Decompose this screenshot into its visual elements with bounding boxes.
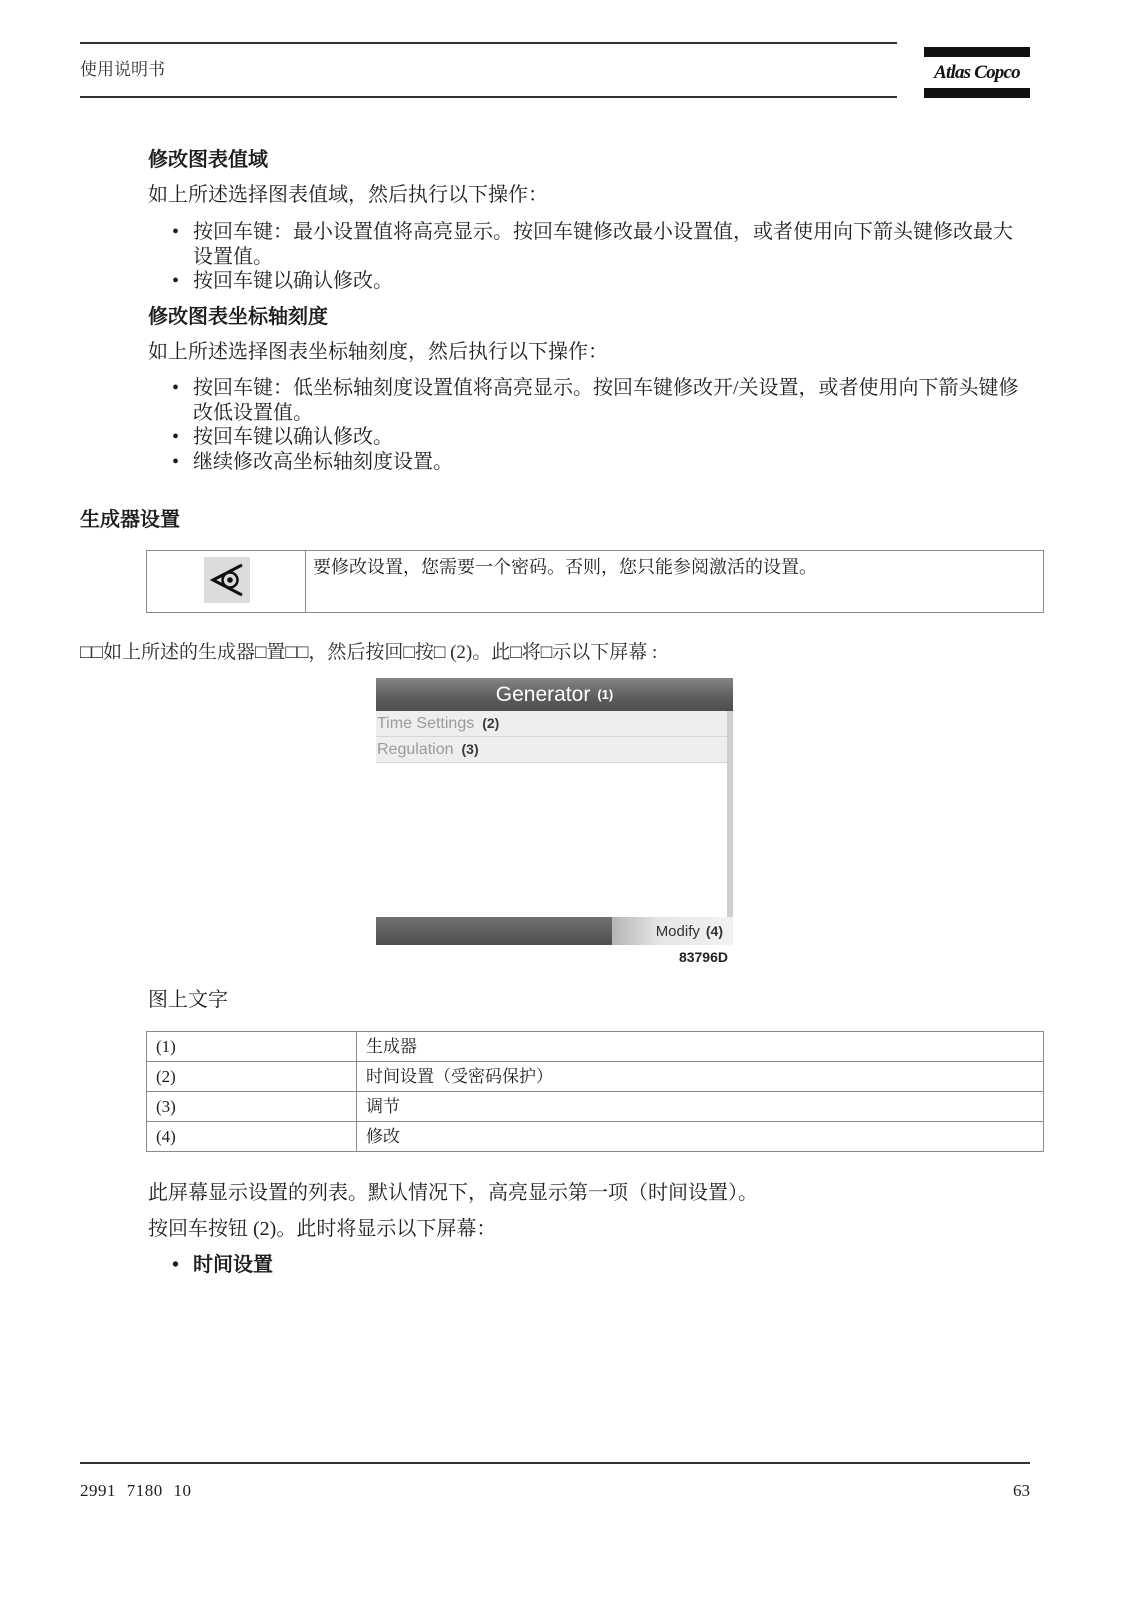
header-rule-bottom <box>80 96 897 98</box>
legend-text: 修改 <box>366 1127 400 1146</box>
table-row <box>147 1032 1043 1062</box>
axis-scale-intro: 如上所述选择图表坐标轴刻度，然后执行以下操作： <box>148 341 608 363</box>
screen-modify-button <box>612 917 733 945</box>
menu-item-label: Time Settings <box>377 715 475 732</box>
menu-item-label: Regulation <box>377 741 454 758</box>
footer-rule <box>80 1462 1030 1464</box>
generator-instruction: □□如上所述的生成器□置□□，然后按回□按□ (2)。此□将□示以下屏幕 : <box>80 642 658 663</box>
legend-text: 生成器 <box>366 1037 417 1056</box>
screen-title-ref: (1) <box>597 687 614 702</box>
logo-bar-top <box>924 47 1030 57</box>
logo-bar-bottom <box>924 88 1030 98</box>
generator-screen-figure <box>376 678 733 945</box>
time-settings-list <box>172 1253 1019 1278</box>
list-item <box>172 450 1019 475</box>
screen-bottom-bar <box>376 917 612 945</box>
note-text: 要修改设置，您需要一个密码。否则，您只能参阅激活的设置。 <box>313 557 817 577</box>
legend-ref: (2) <box>147 1062 357 1091</box>
list-item <box>172 376 1019 425</box>
heading-generator-settings: 生成器设置 <box>80 509 180 531</box>
list-item-text: • 按回车键：低坐标轴刻度设置值将高亮显示。按回车键修改开/关设置，或者使用向下箭头键修改低设置值。 <box>193 377 1019 424</box>
list-item <box>172 1253 1019 1278</box>
password-note-box <box>146 550 1044 613</box>
logo-text: Atlas Copco <box>934 62 1020 83</box>
list-item <box>172 269 1019 294</box>
document-number: 2991 7180 10 <box>80 1481 192 1500</box>
chart-range-intro: 如上所述选择图表值域，然后执行以下操作： <box>148 184 548 206</box>
table-row <box>147 1122 1043 1152</box>
heading-axis-scale: 修改图表坐标轴刻度 <box>148 306 328 328</box>
list-item-text: • 时间设置 <box>193 1254 273 1276</box>
legend-text: 时间设置（受密码保护） <box>366 1067 553 1086</box>
screen-title: Generator <box>495 683 591 706</box>
screen-scrollbar <box>727 711 733 917</box>
modify-label: Modify <box>655 923 700 940</box>
table-row <box>147 1092 1043 1122</box>
heading-chart-range: 修改图表值域 <box>148 149 268 171</box>
page-number: 63 <box>1013 1481 1030 1500</box>
legend-text: 调节 <box>366 1097 400 1116</box>
figure-code: 83796D <box>678 949 728 965</box>
document-title: 使用说明书 <box>80 60 165 79</box>
settings-list-paragraph: 此屏幕显示设置的列表。默认情况下，高亮显示第一项（时间设置）。 <box>148 1182 758 1204</box>
legend-ref: (3) <box>147 1092 357 1121</box>
list-item-text: • 继续修改高坐标轴刻度设置。 <box>193 450 453 473</box>
screen-title-bar <box>376 678 733 711</box>
chart-range-steps <box>172 220 1019 294</box>
atlas-copco-logo <box>924 47 1030 98</box>
list-item-text: • 按回车键：最小设置值将高亮显示。按回车键修改最小设置值，或者使用向下箭头键修改最大设置值。 <box>193 221 1013 268</box>
note-icon-cell <box>147 551 306 612</box>
list-item-text: • 按回车键以确认修改。 <box>193 426 393 448</box>
screen-menu-item-regulation <box>376 737 727 763</box>
header-rule-top <box>80 42 897 44</box>
legend-ref: (1) <box>147 1032 357 1061</box>
list-item <box>172 425 1019 450</box>
list-item <box>172 220 1019 269</box>
list-item-text: • 按回车键以确认修改。 <box>193 270 393 292</box>
screen-menu-item-time-settings <box>376 711 727 737</box>
menu-item-ref: (3) <box>461 741 479 757</box>
legend-ref: (4) <box>147 1122 357 1151</box>
legend-table <box>146 1031 1044 1152</box>
table-row <box>147 1062 1043 1092</box>
axis-scale-steps <box>172 376 1019 474</box>
press-enter-paragraph: 按回车按钮 (2)。此时将显示以下屏幕： <box>148 1218 497 1240</box>
menu-item-ref: (2) <box>482 715 500 731</box>
modify-ref: (4) <box>705 923 723 939</box>
eye-icon <box>204 557 250 603</box>
legend-title: 图上文字 <box>148 989 228 1011</box>
